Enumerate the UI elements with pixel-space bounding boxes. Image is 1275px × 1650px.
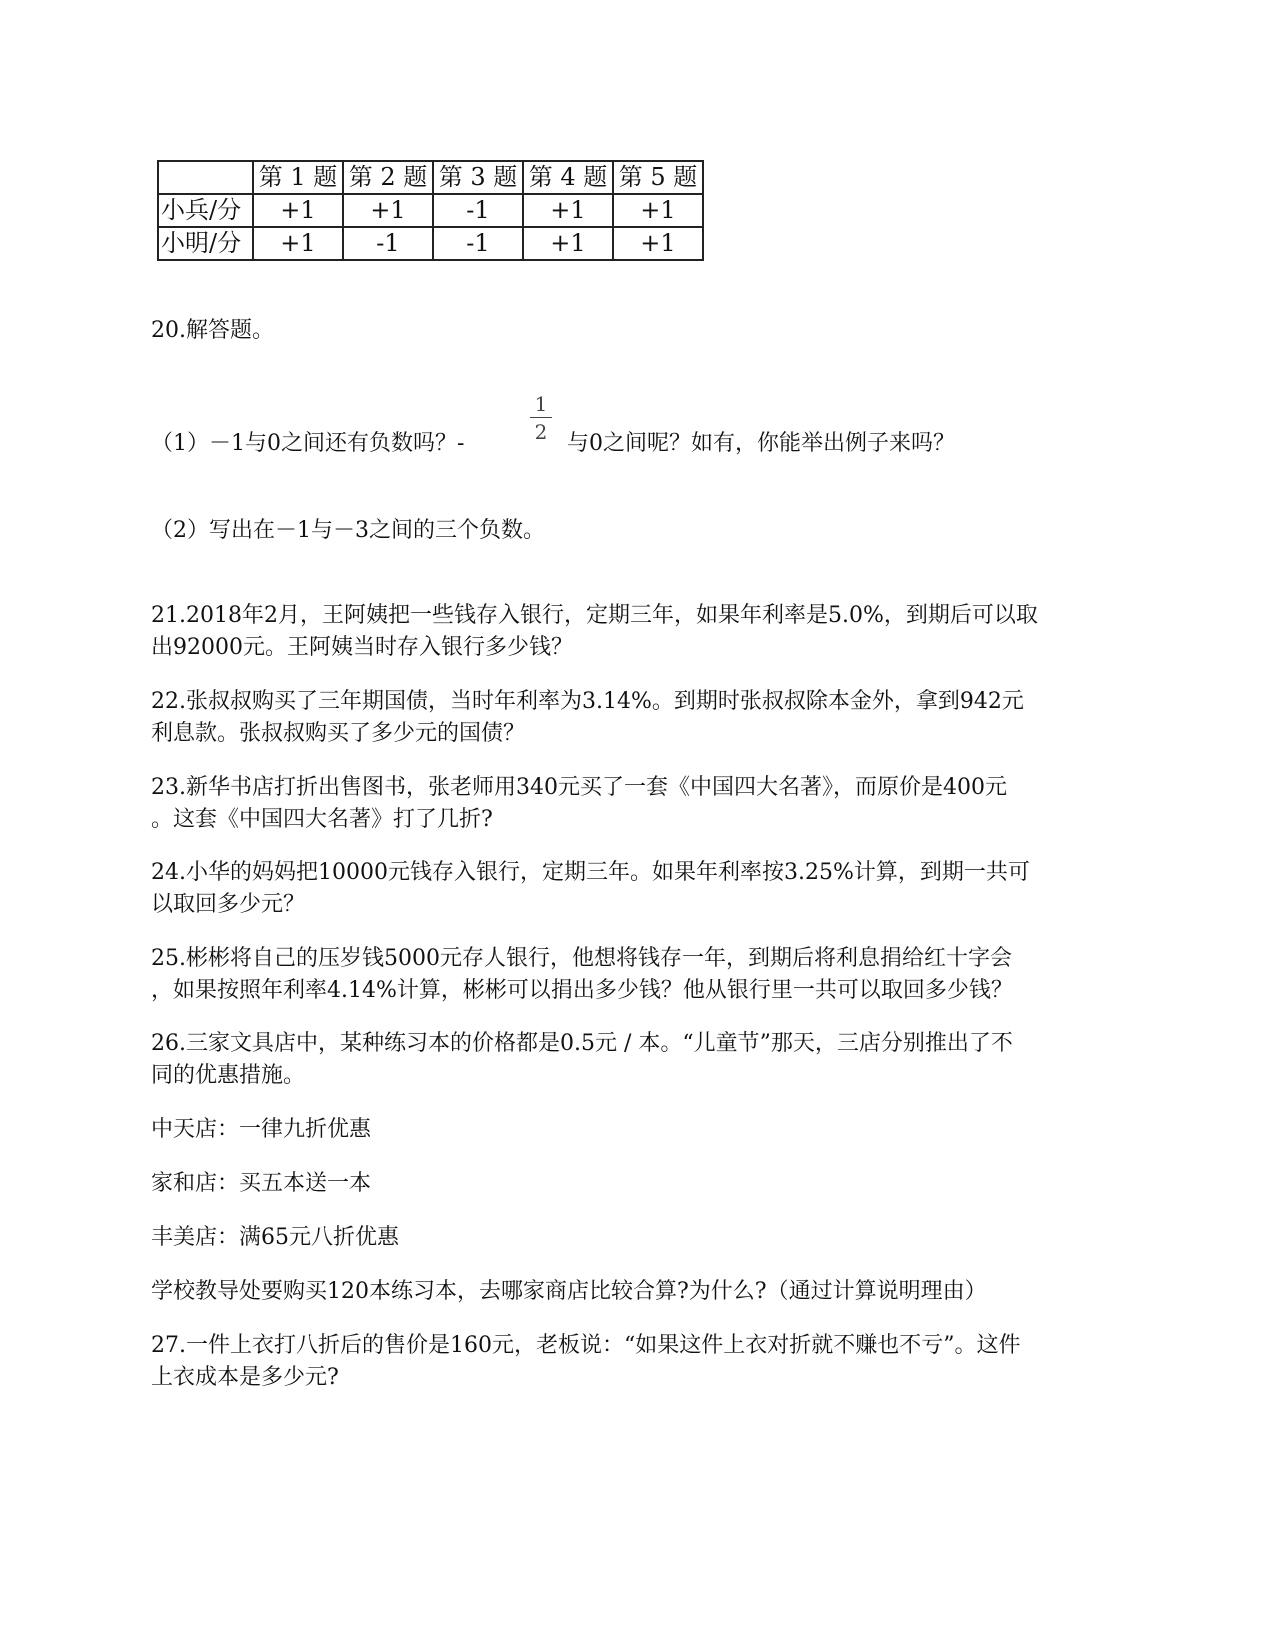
store-offer-fengmei: 丰美店：满65元八折优惠 [151, 1225, 399, 1250]
question-26-line-2: 同的优惠措施。 [151, 1063, 306, 1088]
table-header-cell: 第 3 题 [433, 161, 523, 194]
question-24-line-1: 24.小华的妈妈把10000元钱存入银行，定期三年。如果年利率按3.25%计算，到期一共可 [151, 860, 1030, 885]
question-25-line-1: 25.彬彬将自己的压岁钱5000元存人银行，他想将钱存一年，到期后将利息捐给红十字会 [151, 946, 1012, 971]
question-24-line-2: 以取回多少元？ [151, 892, 306, 917]
store-offer-jiahe: 家和店：买五本送一本 [151, 1171, 372, 1196]
question-20-part1-continuation: 与0之间呢？如有，你能举出例子来吗？ [567, 431, 955, 456]
score-table [157, 160, 704, 261]
fraction-numerator: 1 [534, 392, 548, 416]
table-cell: -1 [343, 227, 433, 260]
table-cell: +1 [523, 194, 613, 227]
question-27-line-1: 27.一件上衣打八折后的售价是160元，老板说：“如果这件上衣对折就不赚也不亏”。这件 [151, 1333, 1021, 1358]
table-header-cell [158, 161, 253, 194]
question-20-part2: （2）写出在－1与－3之间的三个负数。 [151, 518, 545, 543]
question-23-line-2: 。这套《中国四大名著》打了几折? [151, 807, 493, 832]
fraction-bar [530, 417, 552, 418]
row-label: 小明/分 [158, 227, 253, 260]
table-row [158, 194, 703, 227]
table-header-cell: 第 5 题 [613, 161, 703, 194]
fraction-one-half [530, 393, 552, 443]
table-row [158, 227, 703, 260]
row-label: 小兵/分 [158, 194, 253, 227]
table-cell: +1 [253, 227, 343, 260]
table-cell: -1 [433, 194, 523, 227]
table-header-cell: 第 4 题 [523, 161, 613, 194]
table-header-cell: 第 1 题 [253, 161, 343, 194]
fraction-denominator: 2 [534, 420, 548, 444]
question-20-part1-text: （1）－1与0之间还有负数吗？- [151, 431, 465, 456]
table-cell: +1 [253, 194, 343, 227]
question-22-line-2: 利息款。张叔叔购买了多少元的国债？ [151, 721, 526, 746]
question-26-question: 学校教导处要购买120本练习本，去哪家商店比较合算?为什么?（通过计算说明理由） [151, 1279, 987, 1304]
store-offer-zhongtian: 中天店：一律九折优惠 [151, 1117, 372, 1142]
question-23-line-1: 23.新华书店打折出售图书，张老师用340元买了一套《中国四大名著》，而原价是400元 [151, 775, 1007, 800]
question-27-line-2: 上衣成本是多少元? [151, 1365, 339, 1390]
question-22-line-1: 22.张叔叔购买了三年期国债，当时年利率为3.14%。到期时张叔叔除本金外，拿到942元 [151, 689, 1024, 714]
question-26-line-1: 26.三家文具店中，某种练习本的价格都是0.5元 / 本。“儿童节”那天，三店分别推出了不 [151, 1031, 1013, 1056]
table-cell: +1 [343, 194, 433, 227]
table-header-cell: 第 2 题 [343, 161, 433, 194]
table-cell: -1 [433, 227, 523, 260]
question-25-line-2: ，如果按照年利率4.14%计算，彬彬可以捐出多少钱？他从银行里一共可以取回多少钱？ [151, 978, 1013, 1003]
table-cell: +1 [613, 194, 703, 227]
table-cell: +1 [613, 227, 703, 260]
table-header-row [158, 161, 703, 194]
table-cell: +1 [523, 227, 613, 260]
question-21-line-1: 21.2018年2月，王阿姨把一些钱存入银行，定期三年，如果年利率是5.0%，到期后可以取 [151, 603, 1038, 628]
question-20-title: 20.解答题。 [151, 318, 274, 343]
question-21-line-2: 出92000元。王阿姨当时存入银行多少钱？ [151, 635, 573, 660]
